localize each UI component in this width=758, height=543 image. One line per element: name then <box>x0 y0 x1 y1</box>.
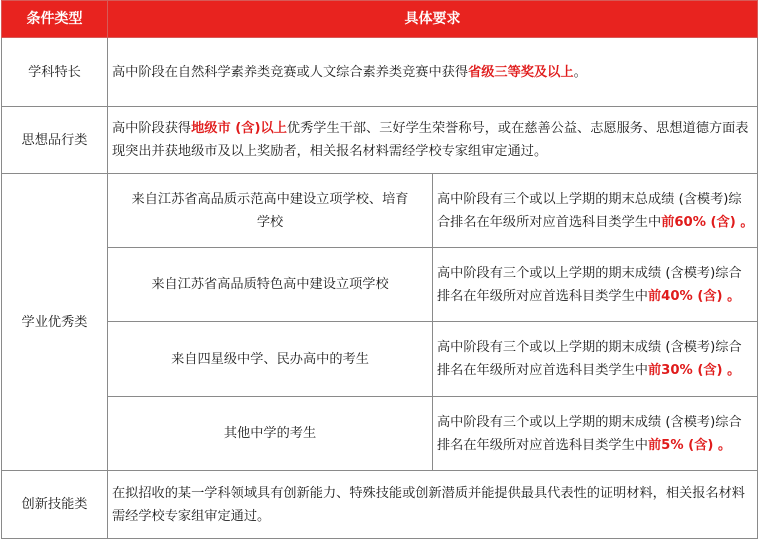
category-academic: 学业优秀类 <box>2 174 108 471</box>
table-row-subject <box>2 38 758 107</box>
table-row-academic-2 <box>2 248 758 322</box>
ranking-requirement <box>433 397 758 471</box>
ranking-threshold: 前40% (含) 。 <box>648 288 741 304</box>
category-subject: 学科特长 <box>2 38 108 107</box>
requirement-text: 高中阶段有三个或以上学期的期末成绩 (含模考)综合排名在年级所对应首选科目类学生中 <box>437 265 742 304</box>
ranking-threshold: 前60% (含) 。 <box>661 214 754 230</box>
school-type: 来自江苏省高品质示范高中建设立项学校、培育学校 <box>108 174 433 248</box>
highlight-text: 地级市 (含)以上 <box>191 121 287 136</box>
table-row-innovation <box>2 471 758 539</box>
table-row-moral <box>2 107 758 174</box>
header-specific-requirements: 具体要求 <box>108 1 758 38</box>
requirement-subject <box>108 38 758 107</box>
ranking-requirement <box>433 174 758 248</box>
school-type: 来自四星级中学、民办高中的考生 <box>108 322 433 397</box>
table-row-academic-3 <box>2 322 758 397</box>
header-condition-type: 条件类型 <box>2 1 108 38</box>
table-header-row <box>2 1 758 38</box>
ranking-threshold: 前30% (含) 。 <box>648 363 741 378</box>
requirements-table <box>1 0 758 539</box>
requirement-innovation: 在拟招收的某一学科领域具有创新能力、特殊技能或创新潜质并能提供最具代表性的证明材料，相关报名材料需经学校专家组审定通过。 <box>108 471 758 539</box>
highlight-text: 省级三等奖及以上 <box>468 64 574 80</box>
category-innovation: 创新技能类 <box>2 471 108 539</box>
school-type: 来自江苏省高品质特色高中建设立项学校 <box>108 248 433 322</box>
table-row-academic-1 <box>2 174 758 248</box>
school-type: 其他中学的考生 <box>108 397 433 471</box>
requirement-moral <box>108 107 758 174</box>
requirement-text: 高中阶段获得 <box>112 121 192 136</box>
category-moral: 思想品行类 <box>2 107 108 174</box>
table-row-academic-4 <box>2 397 758 471</box>
ranking-requirement <box>433 322 758 397</box>
requirement-text: 高中阶段有三个或以上学期的期末成绩 (含模考)综合排名在年级所对应首选科目类学生中 <box>437 340 742 378</box>
requirement-text: 高中阶段有三个或以上学期的期末成绩 (含模考)综合排名在年级所对应首选科目类学生中 <box>437 414 742 453</box>
requirement-text: 高中阶段有三个或以上学期的期末总成绩 (含模考)综合排名在年级所对应首选科目类学生中 <box>437 191 742 230</box>
ranking-threshold: 前5% (含) 。 <box>648 437 732 453</box>
requirement-text: 高中阶段在自然科学素养类竞赛或人文综合素养类竞赛中获得 <box>112 64 469 80</box>
requirement-text-end: 优秀学生干部、三好学生荣誉称号，或在慈善公益、志愿服务、思想道德方面表现突出并获地级市及以上奖励者，相关报名材料需经学校专家组审定通过。 <box>112 121 749 159</box>
requirement-text-end: 。 <box>573 64 587 80</box>
ranking-requirement <box>433 248 758 322</box>
